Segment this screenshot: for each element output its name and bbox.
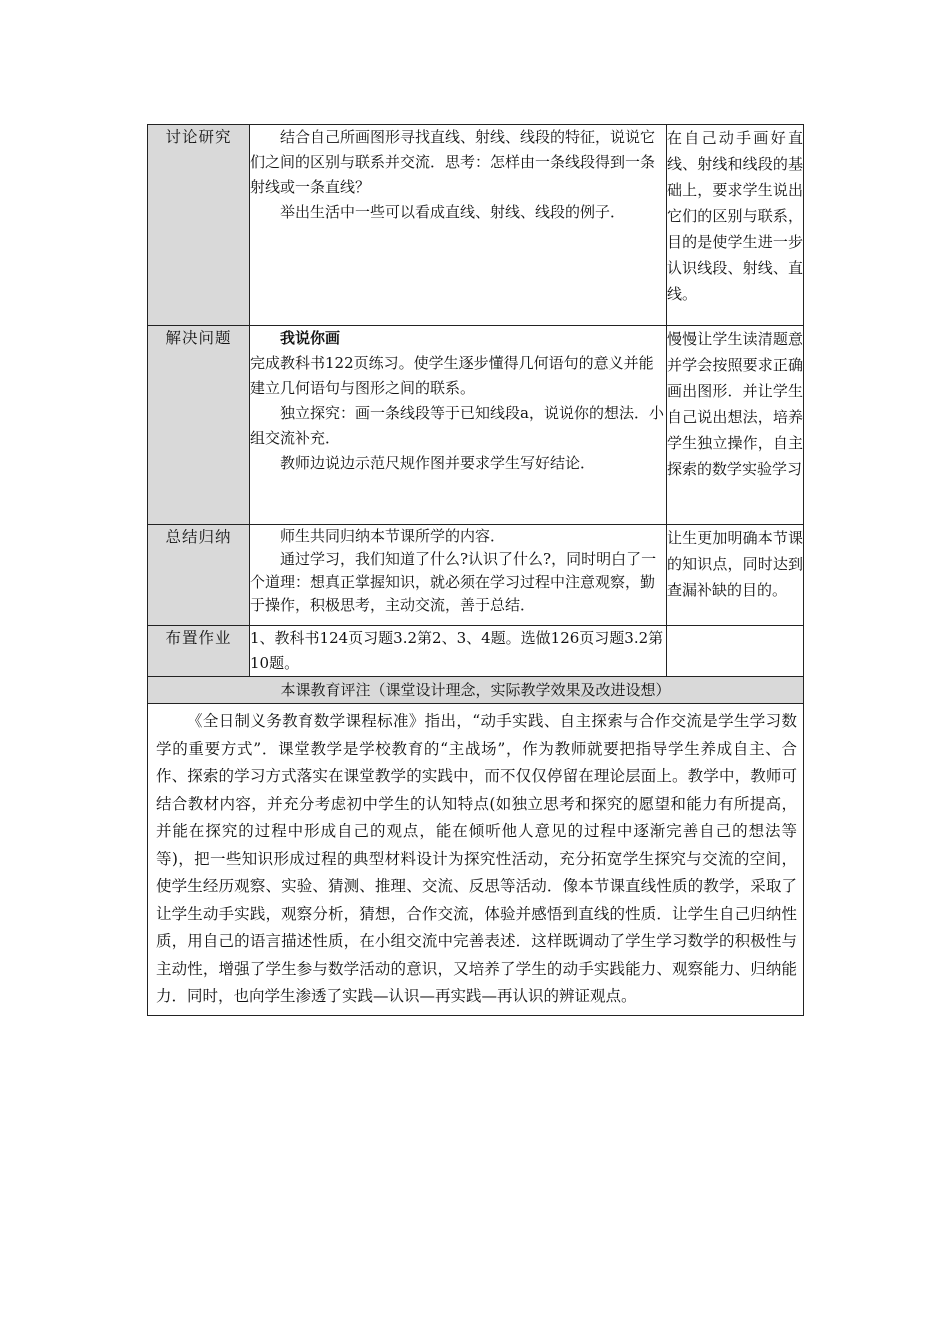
content-heading: 我说你画 [280, 329, 341, 347]
table-row-summary [148, 525, 804, 626]
row-content [250, 125, 667, 326]
lesson-plan-table [147, 124, 804, 1016]
table-row-problem-solving [148, 326, 804, 525]
row-label: 讨论研究 [148, 125, 250, 326]
content-paragraph: 1、教科书124页习题3.2第2、3、4题。选做126页习题3.2第10题。 [250, 629, 664, 672]
design-note: 慢慢让学生读清题意并学会按照要求正确画出图形．并让学生自己说出想法，培养学生独立操作，自主探索的数学实验学习 [667, 326, 804, 525]
row-label: 解决问题 [148, 326, 250, 525]
lesson-plan-page [147, 124, 803, 1016]
content-paragraph: 结合自己所画图形寻找直线、射线、线段的特征，说说它们之间的区别与联系并交流．思考：怎样由一条线段得到一条射线或一条直线？ [250, 128, 656, 196]
row-content [250, 326, 667, 525]
content-paragraph: 通过学习，我们知道了什么?认识了什么?，同时明白了一个道理：想真正掌握知识，就必须在学习过程中注意观察，勤于操作，积极思考，主动交流，善于总结． [250, 550, 657, 614]
comment-body [148, 704, 804, 1016]
design-note [667, 626, 804, 677]
content-paragraph: 师生共同归纳本节课所学的内容． [280, 527, 506, 545]
row-content [250, 626, 667, 677]
row-label: 布置作业 [148, 626, 250, 677]
table-row-discussion [148, 125, 804, 326]
table-row-homework [148, 626, 804, 677]
row-content [250, 525, 667, 626]
content-paragraph: 完成教科书122页练习。使学生逐步懂得几何语句的意义并能建立几何语句与图形之间的联系。 [250, 354, 654, 397]
comment-title: 本课教育评注（课堂设计理念，实际教学效果及改进设想） [148, 677, 804, 704]
content-paragraph: 独立探究：画一条线段等于已知线段a，说说你的想法．小组交流补充． [250, 404, 664, 447]
row-label: 总结归纳 [148, 525, 250, 626]
design-note: 让生更加明确本节课的知识点，同时达到查漏补缺的目的。 [667, 525, 804, 626]
content-paragraph: 教师边说边示范尺规作图并要求学生写好结论． [280, 454, 596, 472]
comment-paragraph: 《全日制义务教育数学课程标准》指出，“动手实践、自主探索与合作交流是学生学习数学的重要方式”．课堂教学是学校教育的“主战场”，作为教师就要把指导学生养成自主、合作、探索的学习方式落实在课堂教学的实践中，而不仅仅停留在理论层面上。教学中，教师可结合教材内容，并充分考虑初中学生的认知特点(如独立思考和探究的愿望和能力有所提高，并能在探究的过程中形成自己的观点，能在倾听他人意见的过程中逐渐完善自己的想法等等)，把一些知识形成过程的典型材料设计为探究性活动，充分拓宽学生探究与交流的空间，使学生经历观察、实验、猜测、推理、交流、反思等活动．像本节课直线性质的教学，采取了让学生动手实践，观察分析，猜想，合作交流，体验并感悟到直线的性质．让学生自己归纳性质，用自己的语言描述性质，在小组交流中完善表述．这样既调动了学生学习数学的积极性与主动性，增强了学生参与数学活动的意识，又培养了学生的动手实践能力、观察能力、归纳能力．同时，也向学生渗透了实践—认识—再实践—再认识的辨证观点。 [156, 712, 797, 1005]
design-note: 在自己动手画好直线、射线和线段的基础上，要求学生说出它们的区别与联系，目的是使学生进一步认识线段、射线、直线。 [667, 125, 804, 326]
comment-body-row [148, 704, 804, 1016]
comment-header-row [148, 677, 804, 704]
content-paragraph: 举出生活中一些可以看成直线、射线、线段的例子． [280, 203, 626, 221]
